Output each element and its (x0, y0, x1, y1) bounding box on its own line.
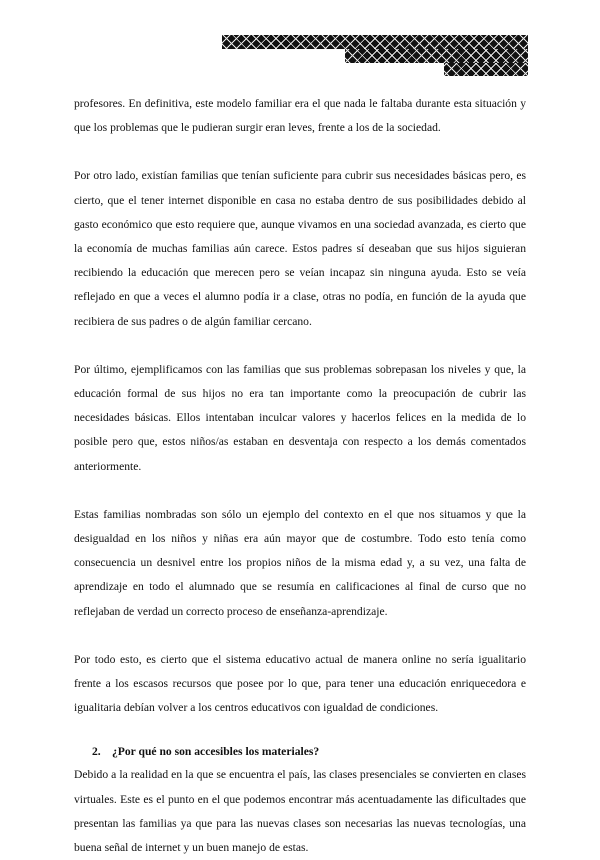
header-decoration-bar (222, 35, 528, 49)
section-heading (74, 741, 526, 763)
section-number: 2. (92, 745, 101, 759)
paragraph: Por último, ejemplificamos con las familias que sus problemas sobrepasan los niveles y que, la educación formal de sus hijos no era tan importante como la preocupación de cubrir las necesidades básicas. Ellos intentaban inculcar valores y hacerlos felices en la medida de lo posible pero que, estos niños/as estaban en desventaja con respecto a los demás comentados anteriormente. (74, 362, 526, 473)
section-title: ¿Por qué no son accesibles los materiales? (112, 745, 320, 759)
document-body (74, 92, 526, 860)
paragraph: profesores. En definitiva, este modelo familiar era el que nada le faltaba durante esta situación y que los problemas que le pudieran surgir eran leves, frente a los de la sociedad. (74, 97, 526, 135)
section-paragraph: Debido a la realidad en la que se encuentra el país, las clases presenciales se convierten en clases virtuales. Este es el punto en el que podemos encontrar más acentuadamente las dificultades que presentan las familias ya que para las nuevas clases son necesarias las nuevas tecnologías, una buena señal de internet y un buen manejo de estas. (74, 768, 526, 855)
paragraph: Estas familias nombradas son sólo un ejemplo del contexto en el que nos situamos y que la desigualdad en los niños y niñas era aún mayor que de costumbre. Todo esto tenía como consecuencia un desnivel entre los propios niños de la misma edad y, a su vez, una falta de aprendizaje en todo el alumnado que se resumía en calificaciones al final de curso que no reflejaban de verdad un correcto proceso de enseñanza-aprendizaje. (74, 507, 526, 618)
header-decoration-bar (345, 49, 528, 63)
paragraph: Por todo esto, es cierto que el sistema educativo actual de manera online no sería igualitario frente a los escasos recursos que posee por lo que, para tener una educación enriquecedora e igualitaria debían volver a los centros educativos con igualdad de condiciones. (74, 652, 526, 715)
header-decoration-bar (444, 63, 528, 76)
paragraph: Por otro lado, existían familias que tenían suficiente para cubrir sus necesidades básicas pero, es cierto, que el tener internet disponible en casa no estaba dentro de sus posibilidades debido al gasto económico que esto requiere que, aunque vivamos en una sociedad avanzada, es cierto que la economía de muchas familias aún carece. Estos padres sí deseaban que sus hijos siguieran recibiendo la educación que merecen pero se veían incapaz sin ninguna ayuda. Esto se veía reflejado en que a veces el alumno podía ir a clase, otras no podía, en función de la ayuda que recibiera de sus padres o de algún familiar cercano. (74, 169, 526, 328)
